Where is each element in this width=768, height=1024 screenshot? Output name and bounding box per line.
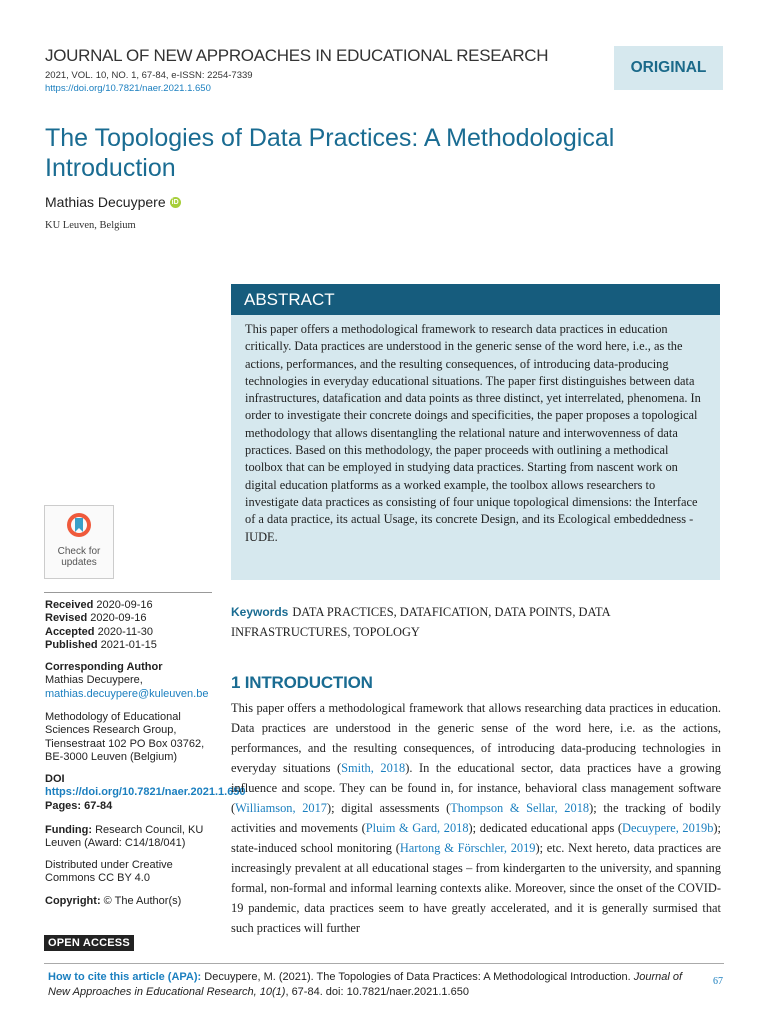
page-number: 67 (713, 976, 723, 987)
corresponding-author-block: Corresponding Author Mathias Decuypere, mathias.decuypere@kuleuven.be (45, 661, 209, 700)
citation-link[interactable]: Williamson, 2017 (235, 801, 327, 815)
check-for-updates-button[interactable] (44, 505, 114, 579)
citation-footer: How to cite this article (APA): Decuypere, M. (2021). The Topologies of Data Practices: A Methodological Introduction. Journal of New Approaches in Educational Research, 10(1), 67-84. doi: 10.7821/naer.2021.1.650 (48, 971, 683, 998)
doi-block: DOI https://doi.org/10.7821/naer.2021.1.650 Pages: 67-84 (45, 773, 246, 812)
affiliation: KU Leuven, Belgium (45, 220, 136, 231)
sidebar-doi-link[interactable]: https://doi.org/10.7821/naer.2021.1.650 (45, 786, 246, 799)
journal-meta: 2021, VOL. 10, NO. 1, 67-84, e-ISSN: 2254-7339 (45, 70, 253, 81)
citation-link[interactable]: Pluim & Gard, 2018 (365, 821, 469, 835)
funding-block: Funding: Research Council, KU Leuven (Award: C14/18/041) (45, 824, 204, 850)
orcid-icon[interactable]: iD (171, 198, 179, 206)
article-title: The Topologies of Data Practices: A Methodological Introduction (45, 124, 615, 182)
open-access-badge: OPEN ACCESS (44, 935, 134, 951)
section-heading-introduction: 1 INTRODUCTION (231, 673, 373, 692)
license-block: Distributed under Creative Commons CC BY 4.0 (45, 859, 173, 885)
keywords-label: Keywords (231, 605, 289, 619)
citation-link[interactable]: Hartong & Förschler, 2019 (399, 841, 536, 855)
journal-doi-link[interactable]: https://doi.org/10.7821/naer.2021.1.650 (45, 83, 211, 94)
dates-block: Received 2020-09-16 Revised 2020-09-16 Accepted 2020-11-30 Published 2021-01-15 (45, 599, 157, 652)
author-name: Mathias Decuypere (45, 194, 166, 210)
citation-link[interactable]: Smith, 2018 (341, 761, 406, 775)
article-type-badge: ORIGINAL (614, 46, 723, 90)
check-updates-icon (66, 512, 92, 538)
corresponding-email-link[interactable]: mathias.decuypere@kuleuven.be (45, 687, 209, 700)
footer-divider (44, 963, 724, 964)
introduction-text: This paper offers a methodological framework that allows researching data practices in education. Data practices are understood in the generic sense of the word here, i.e. as the actions, performances, and the resulting consequences, of introducing data-producing technologies in everyday situations (Smith, 2018). In the educational sector, data practices have a growing influence and scope. They can be found in, for instance, behavioral class management software (Williamson, 2017); digital assessments (Thompson & Sellar, 2018); the tracking of bodily activities and movements (Pluim & Gard, 2018); dedicated educational apps (Decuypere, 2019b); state-induced school monitoring (Hartong & Förschler, 2019); etc. Next hereto, data practices are increasingly prevalent at all educational stages – from kindergarten to the university, and spanning formal, non-formal and informal learning contexts alike. Moreover, since the onset of the COVID-19 pandemic, data practices seem to have greatly accelerated, and it is generally surmised that such practices will further (231, 701, 721, 935)
author-line (45, 194, 181, 210)
abstract-text: This paper offers a methodological framework to research data practices in education critically. Data practices are understood in the generic sense of the word here, i.e., as the actions, performances, and the resulting consequences, of introducing data-producing technologies in everyday educational situations. The paper first distinguishes between data infrastructures, datafication and data points as three distinct, yet interrelated, phenomena. In order to investigate their concrete doings and specificities, the paper proposes a topological methodology that allows disentangling the relational nature and interwovenness of data practices. Based on this methodology, the paper proceeds with outlining a methodical toolbox that can be employed in studying data practices. Starting from nascent work on digital education platforms as a worked example, the toolbox allows researchers to investigate data practices as consisting of four unique topological dimensions: the Interface of a data practice, its actual Usage, its concrete Design, and its Ecological embeddedness - IUDE. (231, 315, 720, 580)
journal-name: JOURNAL OF NEW APPROACHES IN EDUCATIONAL RESEARCH (45, 46, 549, 65)
keywords-block (231, 602, 721, 642)
abstract-heading: ABSTRACT (231, 284, 720, 315)
citation-link[interactable]: Decuypere, 2019b (622, 821, 714, 835)
citation-link[interactable]: Thompson & Sellar, 2018 (450, 801, 590, 815)
keywords-text: DATA PRACTICES, DATAFICATION, DATA POINTS, DATA INFRASTRUCTURES, TOPOLOGY (231, 605, 610, 639)
check-updates-label: Check for updates (57, 546, 101, 568)
copyright-block: Copyright: © The Author(s) (45, 895, 182, 907)
sidebar-divider (44, 592, 212, 593)
address-block: Methodology of Educational Sciences Research Group, Tiensestraat 102 PO Box 03762, BE-3000 Leuven (Belgium) (45, 711, 205, 764)
